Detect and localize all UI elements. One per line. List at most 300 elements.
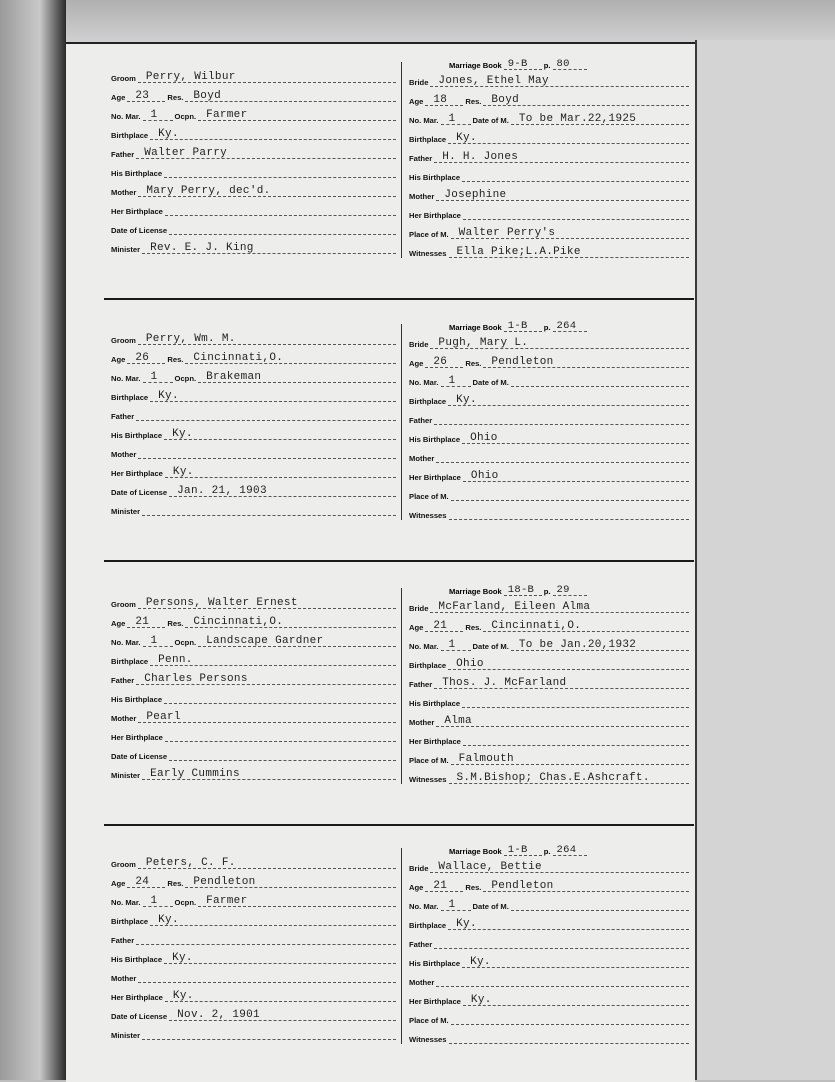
groom-his-birthplace-row bbox=[111, 949, 398, 967]
marriage-record-card bbox=[111, 58, 691, 263]
field-label: Res. bbox=[167, 93, 184, 102]
field-label: Father bbox=[409, 680, 433, 689]
field-label: Age bbox=[409, 359, 424, 368]
groom-age-value: 26 bbox=[135, 352, 150, 364]
bride-age-row bbox=[409, 91, 691, 109]
bride-name-value: McFarland, Eileen Alma bbox=[438, 601, 591, 613]
groom-mother-row bbox=[111, 182, 398, 200]
bride-age-value: 21 bbox=[433, 620, 448, 632]
column-divider bbox=[401, 588, 402, 784]
bride-father-value: Thos. J. McFarland bbox=[442, 677, 567, 689]
field-line bbox=[169, 220, 396, 235]
field-label: No. Mar. bbox=[409, 902, 439, 911]
field-line bbox=[164, 949, 396, 964]
groom-age-row bbox=[111, 87, 398, 105]
field-label: No. Mar. bbox=[409, 642, 439, 651]
field-line bbox=[165, 463, 396, 478]
field-label: Groom bbox=[111, 600, 136, 609]
field-line bbox=[483, 91, 689, 106]
groom-minister-row bbox=[111, 239, 398, 257]
field-label: Birthplace bbox=[409, 135, 447, 144]
field-line bbox=[483, 353, 689, 368]
groom-mother-value: Pearl bbox=[146, 711, 181, 723]
bride-date-of-m-value: To be Jan.20,1932 bbox=[518, 639, 637, 651]
groom-age-value: 21 bbox=[135, 616, 150, 628]
bride-his-birthplace-row bbox=[409, 429, 691, 447]
field-label: Groom bbox=[111, 860, 136, 869]
field-label: Ocpn. bbox=[174, 112, 197, 121]
groom-her-birthplace-row bbox=[111, 201, 398, 219]
field-line bbox=[504, 57, 542, 70]
bride-his-birthplace-row bbox=[409, 167, 691, 185]
groom-minister-row bbox=[111, 1025, 398, 1043]
field-label: Her Birthplace bbox=[111, 207, 163, 216]
field-line bbox=[169, 1006, 396, 1021]
bride-name-value: Wallace, Bettie bbox=[438, 861, 542, 873]
bride-his-birthplace-value: Ohio bbox=[470, 432, 498, 444]
bride-mother-row bbox=[409, 972, 691, 990]
page-label: p. bbox=[543, 323, 551, 332]
field-label: Date of License bbox=[111, 488, 168, 497]
scan-left-edge bbox=[0, 0, 66, 1080]
field-line bbox=[448, 655, 689, 670]
groom-birthplace-row bbox=[111, 911, 398, 929]
bride-witnesses-value: S.M.Bishop; Chas.E.Ashcraft. bbox=[456, 772, 650, 784]
groom-her-birthplace-row bbox=[111, 727, 398, 745]
field-line bbox=[462, 429, 689, 444]
bride-name-row bbox=[409, 334, 691, 352]
field-label: Place of M. bbox=[409, 1016, 449, 1025]
bride-her-birthplace-row bbox=[409, 991, 691, 1009]
field-label: Father bbox=[409, 940, 433, 949]
bride-name-row bbox=[409, 72, 691, 90]
field-label: Age bbox=[111, 355, 126, 364]
field-label: Birthplace bbox=[409, 661, 447, 670]
field-line bbox=[430, 858, 689, 873]
bride-birthplace-value: Ky. bbox=[456, 132, 477, 144]
field-line bbox=[462, 167, 689, 182]
field-label: His Birthplace bbox=[111, 955, 163, 964]
bride-birthplace-value: Ky. bbox=[456, 394, 477, 406]
field-line bbox=[142, 1025, 396, 1040]
field-label: Mother bbox=[111, 188, 137, 197]
marriage-book-value: 18-B bbox=[507, 584, 535, 596]
field-label: Her Birthplace bbox=[409, 473, 461, 482]
bride-res-value: Pendleton bbox=[491, 356, 554, 368]
field-label: Birthplace bbox=[111, 393, 149, 402]
field-label: Ocpn. bbox=[174, 638, 197, 647]
scan-top-edge bbox=[0, 0, 835, 42]
bride-age-row bbox=[409, 877, 691, 895]
field-label: Mother bbox=[409, 192, 435, 201]
bride-no-mar-value: 1 bbox=[448, 899, 456, 911]
field-line bbox=[553, 843, 587, 856]
marriage-book-value: 1-B bbox=[507, 844, 528, 856]
field-label: Groom bbox=[111, 74, 136, 83]
field-line bbox=[434, 148, 689, 163]
bride-age-value: 21 bbox=[433, 880, 448, 892]
field-label: Age bbox=[409, 883, 424, 892]
page-label: p. bbox=[543, 847, 551, 856]
field-label: Date of M. bbox=[472, 116, 509, 125]
bride-mother-row bbox=[409, 448, 691, 466]
groom-his-birthplace-value: Ky. bbox=[172, 952, 193, 964]
field-label: Place of M. bbox=[409, 230, 449, 239]
column-divider bbox=[401, 62, 402, 258]
groom-date-of-license-value: Jan. 21, 1903 bbox=[177, 485, 267, 497]
field-label: His Birthplace bbox=[409, 699, 461, 708]
field-label: Witnesses bbox=[409, 1035, 447, 1044]
field-label: Her Birthplace bbox=[111, 733, 163, 742]
field-label: Age bbox=[111, 93, 126, 102]
page-value: 80 bbox=[556, 58, 570, 70]
field-line bbox=[169, 746, 396, 761]
bride-witnesses-value: Ella Pike;L.A.Pike bbox=[456, 246, 581, 258]
field-line bbox=[138, 854, 396, 869]
groom-no-mar-value: 1 bbox=[150, 635, 158, 647]
bride-witnesses-row bbox=[409, 505, 691, 523]
field-label: Minister bbox=[111, 1031, 141, 1040]
field-line bbox=[143, 368, 173, 383]
field-line bbox=[150, 387, 396, 402]
field-line bbox=[436, 448, 689, 463]
card-separator bbox=[104, 560, 694, 562]
field-label: Ocpn. bbox=[174, 374, 197, 383]
bride-birthplace-value: Ohio bbox=[456, 658, 484, 670]
bride-no-mar-row bbox=[409, 896, 691, 914]
field-line bbox=[448, 391, 689, 406]
field-line bbox=[504, 843, 542, 856]
bride-no-mar-row bbox=[409, 636, 691, 654]
bride-age-value: 18 bbox=[433, 94, 448, 106]
field-label: Bride bbox=[409, 604, 429, 613]
marriage-book-label: Marriage Book bbox=[449, 847, 502, 856]
field-line bbox=[504, 583, 542, 596]
field-line bbox=[483, 617, 689, 632]
page-value: 264 bbox=[556, 320, 577, 332]
bride-place-of-m-row bbox=[409, 750, 691, 768]
groom-name-value: Perry, Wilbur bbox=[145, 71, 236, 83]
groom-mother-row bbox=[111, 444, 398, 462]
field-line bbox=[425, 877, 463, 892]
marriage-record-card bbox=[111, 844, 691, 1049]
field-label: Date of License bbox=[111, 226, 168, 235]
field-line bbox=[436, 712, 689, 727]
field-line bbox=[138, 330, 396, 345]
field-line bbox=[143, 892, 173, 907]
field-label: Birthplace bbox=[111, 131, 149, 140]
field-label: Res. bbox=[167, 879, 184, 888]
bride-age-row bbox=[409, 617, 691, 635]
field-line bbox=[511, 110, 689, 125]
bride-his-birthplace-row bbox=[409, 953, 691, 971]
field-line bbox=[451, 1010, 689, 1025]
field-label: Groom bbox=[111, 336, 136, 345]
field-line bbox=[449, 505, 690, 520]
field-line bbox=[436, 972, 689, 987]
groom-name-row bbox=[111, 330, 398, 348]
field-label: His Birthplace bbox=[409, 173, 461, 182]
groom-age-value: 24 bbox=[135, 876, 150, 888]
field-label: Age bbox=[409, 97, 424, 106]
marriage-book-value: 1-B bbox=[507, 320, 528, 332]
field-line bbox=[448, 129, 689, 144]
bride-mother-value: Josephine bbox=[444, 189, 507, 201]
field-label: Mother bbox=[111, 974, 137, 983]
field-line bbox=[553, 583, 587, 596]
field-line bbox=[138, 968, 396, 983]
marriage-book-ref bbox=[449, 320, 691, 334]
field-label: Witnesses bbox=[409, 775, 447, 784]
card-separator bbox=[104, 824, 694, 826]
groom-her-birthplace-row bbox=[111, 463, 398, 481]
groom-no-mar-value: 1 bbox=[150, 371, 158, 383]
field-line bbox=[553, 57, 587, 70]
bride-father-row bbox=[409, 410, 691, 428]
groom-birthplace-row bbox=[111, 651, 398, 669]
groom-no-mar-value: 1 bbox=[150, 109, 158, 121]
field-label: Father bbox=[111, 412, 135, 421]
groom-date-of-license-row bbox=[111, 1006, 398, 1024]
field-label: Birthplace bbox=[409, 921, 447, 930]
marriage-book-label: Marriage Book bbox=[449, 61, 502, 70]
bride-no-mar-row bbox=[409, 110, 691, 128]
groom-age-value: 23 bbox=[135, 90, 150, 102]
groom-minister-value: Rev. E. J. King bbox=[150, 242, 254, 254]
groom-no-mar-row bbox=[111, 892, 398, 910]
field-line bbox=[463, 731, 689, 746]
column-divider bbox=[401, 848, 402, 1044]
field-line bbox=[185, 87, 396, 102]
field-line bbox=[150, 651, 396, 666]
groom-her-birthplace-row bbox=[111, 987, 398, 1005]
bride-no-mar-value: 1 bbox=[448, 113, 456, 125]
bride-name-value: Pugh, Mary L. bbox=[438, 337, 529, 349]
bride-place-of-m-row bbox=[409, 1010, 691, 1028]
field-label: Mother bbox=[409, 718, 435, 727]
groom-name-value: Perry, Wm. M. bbox=[145, 333, 236, 345]
bride-witnesses-row bbox=[409, 769, 691, 787]
groom-res-value: Cincinnati,O. bbox=[193, 352, 284, 364]
field-line bbox=[127, 613, 165, 628]
field-line bbox=[434, 934, 689, 949]
field-line bbox=[451, 486, 689, 501]
marriage-record-card bbox=[111, 320, 691, 525]
field-label: Minister bbox=[111, 245, 141, 254]
field-label: No. Mar. bbox=[409, 378, 439, 387]
field-label: Witnesses bbox=[409, 249, 447, 258]
field-label: No. Mar. bbox=[111, 112, 141, 121]
field-line bbox=[185, 349, 396, 364]
field-label: Birthplace bbox=[111, 657, 149, 666]
bride-no-mar-row bbox=[409, 372, 691, 390]
bride-age-row bbox=[409, 353, 691, 371]
groom-his-birthplace-value: Ky. bbox=[172, 428, 193, 440]
bride-name-row bbox=[409, 598, 691, 616]
field-line bbox=[127, 349, 165, 364]
field-label: No. Mar. bbox=[409, 116, 439, 125]
field-line bbox=[425, 353, 463, 368]
bride-place-of-m-value: Falmouth bbox=[458, 753, 514, 765]
groom-his-birthplace-row bbox=[111, 163, 398, 181]
field-line bbox=[198, 892, 396, 907]
groom-age-row bbox=[111, 349, 398, 367]
groom-no-mar-value: 1 bbox=[150, 895, 158, 907]
groom-minister-value: Early Cummins bbox=[150, 768, 240, 780]
bride-res-value: Boyd bbox=[491, 94, 520, 106]
groom-name-row bbox=[111, 854, 398, 872]
field-line bbox=[430, 334, 689, 349]
field-label: Bride bbox=[409, 864, 429, 873]
field-line bbox=[425, 617, 463, 632]
field-line bbox=[504, 319, 542, 332]
bride-place-of-m-row bbox=[409, 224, 691, 242]
field-label: Age bbox=[111, 879, 126, 888]
groom-name-value: Persons, Walter Ernest bbox=[145, 597, 298, 609]
marriage-book-ref bbox=[449, 58, 691, 72]
field-label: Father bbox=[409, 416, 433, 425]
groom-birthplace-row bbox=[111, 387, 398, 405]
field-line bbox=[127, 87, 165, 102]
field-label: Father bbox=[111, 150, 135, 159]
field-label: Res. bbox=[465, 623, 482, 632]
bride-no-mar-value: 1 bbox=[448, 639, 456, 651]
field-label: Mother bbox=[111, 714, 137, 723]
groom-father-row bbox=[111, 930, 398, 948]
field-line bbox=[165, 727, 396, 742]
bride-witnesses-row bbox=[409, 243, 691, 261]
field-line bbox=[511, 896, 689, 911]
field-label: Place of M. bbox=[409, 756, 449, 765]
field-label: Her Birthplace bbox=[409, 997, 461, 1006]
groom-his-birthplace-row bbox=[111, 689, 398, 707]
field-label: Date of M. bbox=[472, 378, 509, 387]
bride-birthplace-row bbox=[409, 129, 691, 147]
field-line bbox=[185, 613, 396, 628]
groom-date-of-license-row bbox=[111, 220, 398, 238]
field-label: No. Mar. bbox=[111, 638, 141, 647]
field-line bbox=[138, 182, 396, 197]
bride-name-value: Jones, Ethel May bbox=[438, 75, 549, 87]
groom-his-birthplace-row bbox=[111, 425, 398, 443]
field-label: Age bbox=[409, 623, 424, 632]
field-line bbox=[441, 110, 471, 125]
field-label: Place of M. bbox=[409, 492, 449, 501]
field-line bbox=[425, 91, 463, 106]
field-label: Her Birthplace bbox=[111, 469, 163, 478]
bride-her-birthplace-value: Ky. bbox=[470, 994, 492, 1006]
field-label: Bride bbox=[409, 340, 429, 349]
field-line bbox=[138, 444, 396, 459]
bride-birthplace-value: Ky. bbox=[456, 918, 477, 930]
field-line bbox=[441, 636, 471, 651]
groom-no-mar-row bbox=[111, 106, 398, 124]
field-line bbox=[198, 368, 396, 383]
groom-ocpn-value: Brakeman bbox=[206, 371, 262, 383]
bride-res-value: Cincinnati,O. bbox=[491, 620, 582, 632]
groom-ocpn-value: Farmer bbox=[206, 895, 248, 907]
field-line bbox=[164, 689, 396, 704]
page-label: p. bbox=[543, 61, 551, 70]
groom-age-row bbox=[111, 873, 398, 891]
field-line bbox=[142, 239, 396, 254]
field-label: Res. bbox=[465, 97, 482, 106]
card-separator bbox=[104, 298, 694, 300]
bride-her-birthplace-row bbox=[409, 467, 691, 485]
column-divider bbox=[401, 324, 402, 520]
field-line bbox=[449, 769, 690, 784]
field-label: His Birthplace bbox=[111, 695, 163, 704]
field-label: Birthplace bbox=[409, 397, 447, 406]
groom-no-mar-row bbox=[111, 368, 398, 386]
bride-place-of-m-row bbox=[409, 486, 691, 504]
groom-father-row bbox=[111, 406, 398, 424]
groom-minister-row bbox=[111, 501, 398, 519]
bride-name-row bbox=[409, 858, 691, 876]
groom-age-row bbox=[111, 613, 398, 631]
field-line bbox=[165, 201, 396, 216]
field-line bbox=[463, 991, 689, 1006]
field-label: Res. bbox=[167, 619, 184, 628]
field-label: His Birthplace bbox=[111, 431, 163, 440]
field-label: His Birthplace bbox=[409, 435, 461, 444]
field-label: Her Birthplace bbox=[409, 737, 461, 746]
field-line bbox=[185, 873, 396, 888]
groom-her-birthplace-value: Ky. bbox=[172, 990, 194, 1002]
groom-name-row bbox=[111, 68, 398, 86]
field-line bbox=[150, 911, 396, 926]
bride-age-value: 26 bbox=[433, 356, 448, 368]
field-line bbox=[143, 106, 173, 121]
field-line bbox=[138, 594, 396, 609]
groom-date-of-license-value: Nov. 2, 1901 bbox=[177, 1009, 260, 1021]
field-line bbox=[164, 425, 396, 440]
bride-birthplace-row bbox=[409, 655, 691, 673]
field-label: Her Birthplace bbox=[409, 211, 461, 220]
field-label: Res. bbox=[465, 359, 482, 368]
field-line bbox=[150, 125, 396, 140]
marriage-book-label: Marriage Book bbox=[449, 587, 502, 596]
field-line bbox=[138, 68, 396, 83]
groom-father-value: Charles Persons bbox=[144, 673, 248, 685]
field-label: Res. bbox=[465, 883, 482, 892]
field-line bbox=[136, 406, 396, 421]
field-line bbox=[451, 224, 689, 239]
field-label: Date of M. bbox=[472, 902, 509, 911]
bride-her-birthplace-value: Ohio bbox=[470, 470, 499, 482]
field-line bbox=[430, 598, 689, 613]
bride-father-value: H. H. Jones bbox=[442, 151, 519, 163]
field-label: Date of M. bbox=[472, 642, 509, 651]
field-line bbox=[441, 372, 471, 387]
field-line bbox=[138, 708, 396, 723]
field-line bbox=[136, 670, 396, 685]
field-label: Age bbox=[111, 619, 126, 628]
field-line bbox=[142, 765, 396, 780]
field-line bbox=[511, 636, 689, 651]
field-line bbox=[169, 482, 396, 497]
field-label: Ocpn. bbox=[174, 898, 197, 907]
field-line bbox=[483, 877, 689, 892]
field-line bbox=[164, 163, 396, 178]
field-label: Mother bbox=[409, 978, 435, 987]
groom-mother-value: Mary Perry, dec'd. bbox=[146, 185, 271, 197]
field-line bbox=[165, 987, 396, 1002]
field-line bbox=[463, 205, 689, 220]
field-line bbox=[142, 501, 396, 516]
bride-her-birthplace-row bbox=[409, 205, 691, 223]
field-label: His Birthplace bbox=[409, 959, 461, 968]
